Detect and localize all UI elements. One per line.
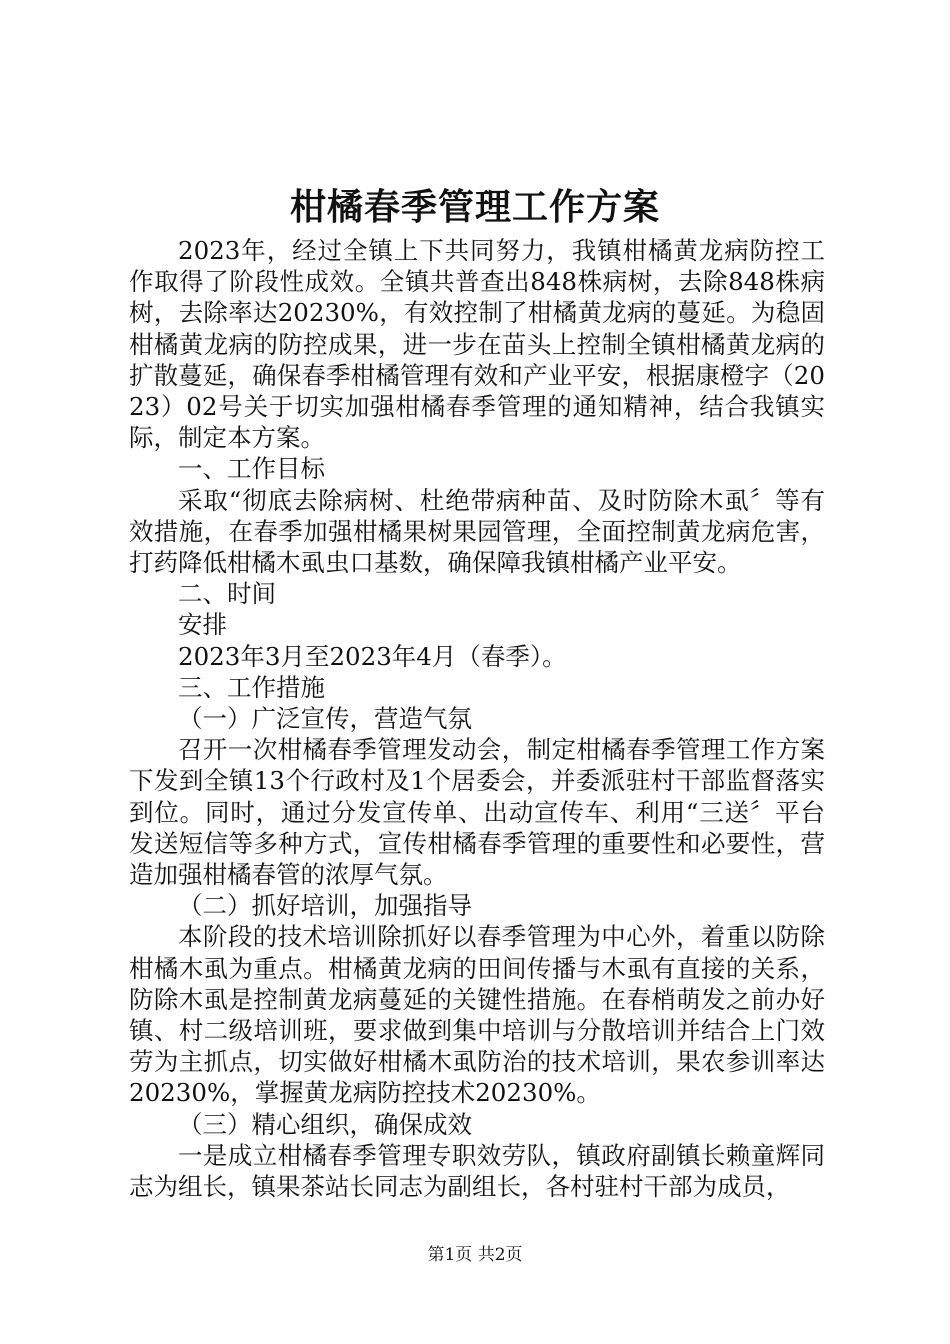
paragraph-arrangement: 安排 [178,610,227,640]
subheading-publicity: （一）广泛宣传，营造气氛 [178,704,472,734]
paragraph-publicity: 召开一次柑橘春季管理发动会，制定柑橘春季管理工作方案下发到全镇13个行政村及1个居委会，并委派驻村干部监督落实到位。同时，通过分发宣传单、出动宣传车、利用“三送〞平台发送短信等多种方式，宣传柑橘春季管理的重要性和必要性，营造加强柑橘春管的浓厚气氛。 [129,735,825,890]
heading-measures: 三、工作措施 [178,672,325,702]
page-footer: 第1页 共2页 [427,1245,523,1265]
paragraph-time-range: 2023年3月至2023年4月（春季）。 [178,641,567,671]
paragraph-intro: 2023年，经过全镇上下共同努力，我镇柑橘黄龙病防控工作取得了阶段性成效。全镇共普查出848株病树，去除848株病树，去除率达20230%，有效控制了柑橘黄龙病的蔓延。为稳固柑橘黄龙病的防控成果，进一步在苗头上控制全镇柑橘黄龙病的扩散蔓延，确保春季柑橘管理有效和产业平安，根据康橙字（2023）02号关于切实加强柑橘春季管理的通知精神，结合我镇实际，制定本方案。 [129,236,825,453]
heading-time: 二、时间 [178,579,276,609]
subheading-training: （二）抓好培训，加强指导 [178,891,472,921]
paragraph-work-goal: 采取“彻底去除病树、杜绝带病种苗、及时防除木虱〞等有效措施，在春季加强柑橘果树果园管理，全面控制黄龙病危害，打药降低柑橘木虱虫口基数，确保障我镇柑橘产业平安。 [129,485,825,578]
paragraph-training: 本阶段的技术培训除抓好以春季管理为中心外，着重以防除柑橘木虱为重点。柑橘黄龙病的田间传播与木虱有直接的关系，防除木虱是控制黄龙病蔓延的关键性措施。在春梢萌发之前办好镇、村二级培训班，要求做到集中培训与分散培训并结合上门效劳为主抓点，切实做好柑橘木虱防治的技术培训，果农参训率达20230%，掌握黄龙病防控技术20230%。 [129,922,825,1108]
document-body [129,235,825,1202]
document-title: 柑橘春季管理工作方案 [289,186,660,228]
paragraph-organization: 一是成立柑橘春季管理专职效劳队，镇政府副镇长赖童辉同志为组长，镇果茶站长同志为副组长，各村驻村干部为成员， [129,1140,825,1202]
subheading-organization: （三）精心组织，确保成效 [178,1109,472,1139]
heading-work-goal: 一、工作目标 [178,454,325,484]
